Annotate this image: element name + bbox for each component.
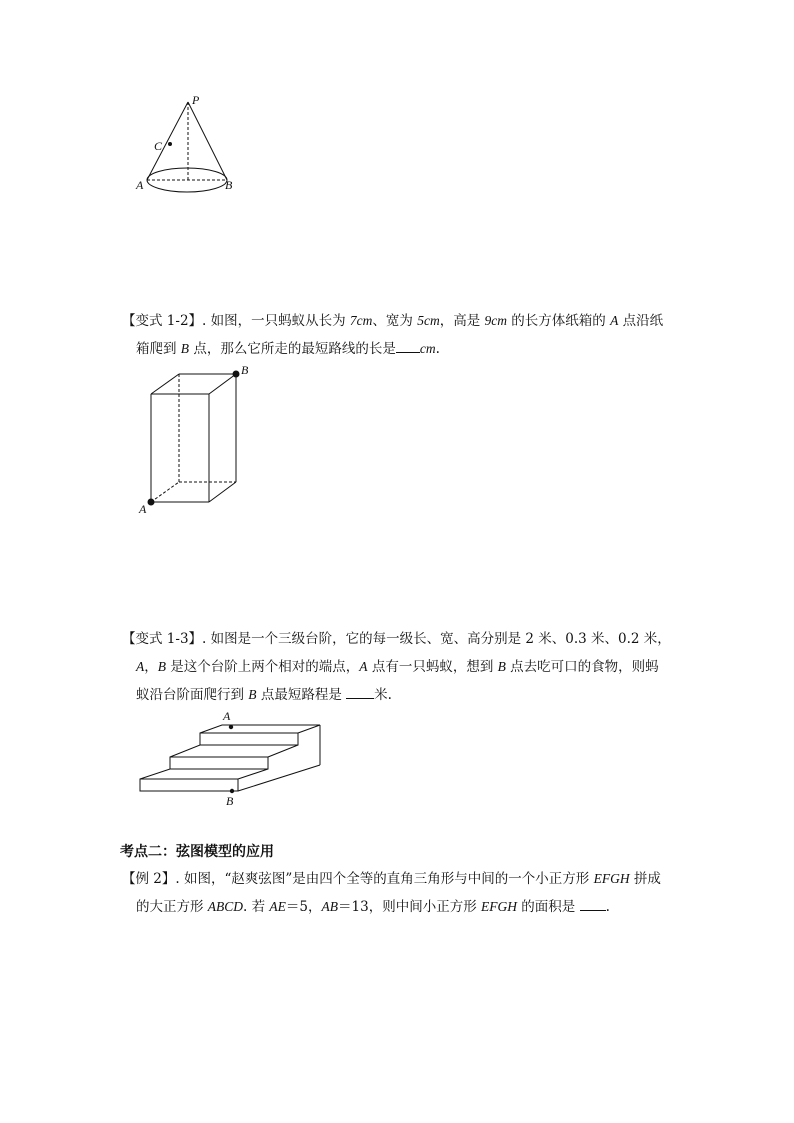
problem-1-2-line1: 【变式 1-2】. 如图，一只蚂蚁从长为 7cm、宽为 5cm，高是 9cm 的长方体纸箱的 A 点沿纸 — [122, 313, 664, 329]
example-2-line1: 【例 2】. 如图，“赵爽弦图”是由四个全等的直角三角形与中间的一个小正方形 EFGH 拼成 — [122, 871, 661, 887]
cone-label-b: B — [225, 178, 233, 192]
example-2-line2: 的大正方形 ABCD. 若 AE＝5，AB＝13，则中间小正方形 EFGH 的面积是 . — [136, 895, 610, 919]
stairs-point-b — [230, 789, 234, 793]
box-label-b: B — [241, 363, 249, 377]
box-point-b — [233, 371, 240, 378]
cone-diagram — [130, 88, 245, 203]
stairs-diagram — [130, 705, 340, 815]
problem-1-3-line2: A，B 是这个台阶上两个相对的端点，A 点有一只蚂蚁，想到 B 点去吃可口的食物，则蚂 — [136, 659, 659, 675]
box-label-a: A — [139, 502, 147, 516]
cone-label-c: C — [154, 139, 163, 153]
cone-label-p: P — [192, 93, 200, 107]
box-diagram — [130, 362, 265, 517]
cone-point-c — [168, 142, 172, 146]
answer-blank-1-2[interactable] — [396, 338, 420, 353]
problem-1-2-line2: 箱爬到 B 点，那么它所走的最短路线的长是 cm. — [136, 337, 440, 361]
stairs-label-a: A — [223, 709, 231, 723]
box-point-a — [148, 499, 155, 506]
stairs-point-a — [229, 725, 233, 729]
answer-blank-1-3[interactable] — [346, 684, 374, 699]
stairs-label-b: B — [226, 794, 234, 808]
section-heading: 考点二：弦图模型的应用 — [120, 844, 274, 860]
answer-blank-ex2[interactable] — [580, 896, 606, 911]
problem-1-3-line1: 【变式 1-3】. 如图是一个三级台阶，它的每一级长、宽、高分别是 2 米、0.3 米、0.2 米， — [122, 631, 671, 647]
problem-1-3-line3: 蚁沿台阶面爬行到 B 点最短路程是 米. — [136, 683, 392, 707]
cone-label-a: A — [136, 178, 144, 192]
